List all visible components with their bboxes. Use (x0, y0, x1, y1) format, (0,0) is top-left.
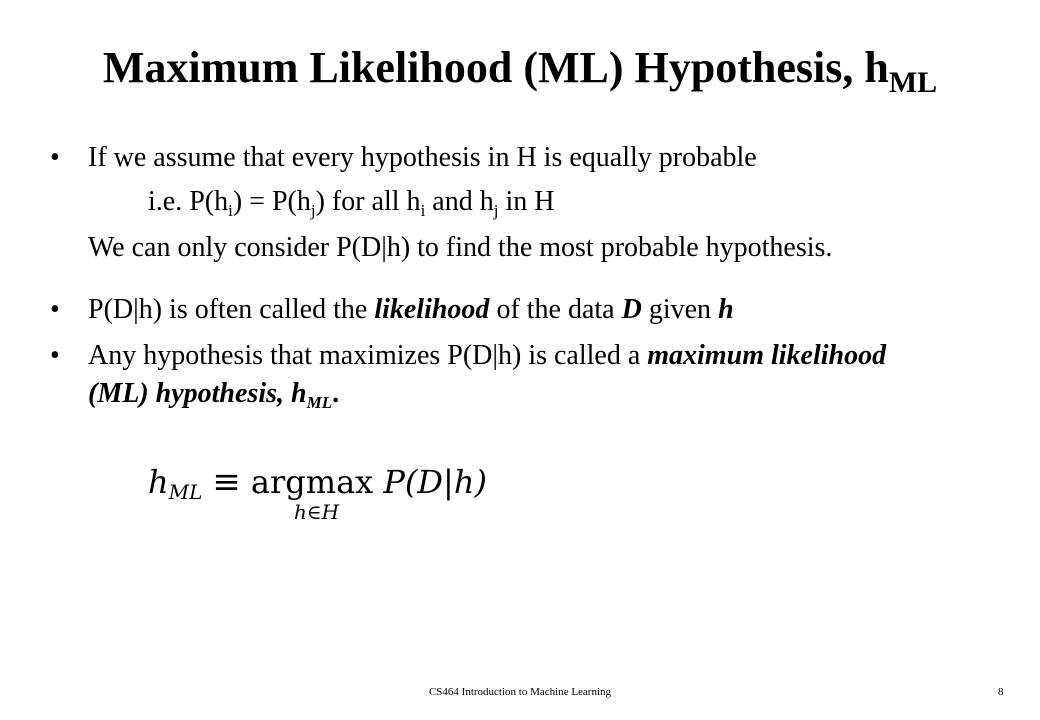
formula-rhs: P(D|h) (383, 463, 487, 501)
bullet-3-line-2 (88, 376, 339, 421)
formula-lhs: h (148, 463, 169, 501)
l2-part-2: ) = P(h (232, 186, 311, 217)
formula-argmax: argmax (250, 463, 374, 501)
formula-lhs-sub: ML (168, 480, 203, 504)
footer-course: CS464 Introduction to Machine Learning (428, 686, 612, 698)
formula-equiv: ≡ (212, 462, 241, 502)
bullet-1-marker: • (50, 142, 60, 173)
bullet-2-marker: • (50, 294, 60, 325)
bullet-1-line-2 (148, 184, 554, 229)
title-text: Maximum Likelihood (ML) Hypothesis, h (102, 43, 889, 92)
bullet-3-line-1 (88, 338, 886, 374)
b2-part-2: of the data (489, 294, 622, 325)
ml-formula (148, 460, 528, 530)
b3-period: . (332, 378, 340, 409)
bullet-1-line-3: We can only consider P(D|h) to find the most probable hypothesis. (88, 232, 833, 263)
l2-part-5: in H (498, 186, 555, 217)
l2-part-3: ) for all h (315, 186, 421, 217)
title-subscript: ML (888, 66, 938, 99)
slide-title (0, 38, 1040, 113)
l2-sub-4: j (493, 201, 499, 220)
l2-sub-3: i (420, 201, 426, 220)
b2-emphasis-d: D (621, 294, 642, 325)
l2-sub-2: j (310, 201, 316, 220)
formula-argmax-domain: h∈H (294, 500, 340, 524)
l2-part-1: i.e. P(h (148, 186, 229, 217)
bullet-1-line-1: If we assume that every hypothesis in H is equally probable (88, 142, 757, 173)
b3-emphasis-hypothesis: (ML) hypothesis, h (88, 378, 307, 409)
b3-part-1: Any hypothesis that maximizes P(D|h) is called a (88, 340, 648, 371)
b3-emphasis-ml: maximum likelihood (647, 340, 887, 371)
l2-sub-1: i (228, 201, 233, 220)
b3-subscript-ml: ML (306, 393, 333, 412)
b2-emphasis-h: h (718, 294, 734, 325)
bullet-3-marker: • (50, 340, 60, 371)
bullet-2-line (88, 292, 734, 328)
b2-emphasis-likelihood: likelihood (374, 294, 490, 325)
b2-part-1: P(D|h) is often called the (88, 294, 375, 325)
l2-part-4: and h (425, 186, 494, 217)
b2-part-3: given (641, 294, 719, 325)
footer-page-number: 8 (998, 686, 1004, 698)
